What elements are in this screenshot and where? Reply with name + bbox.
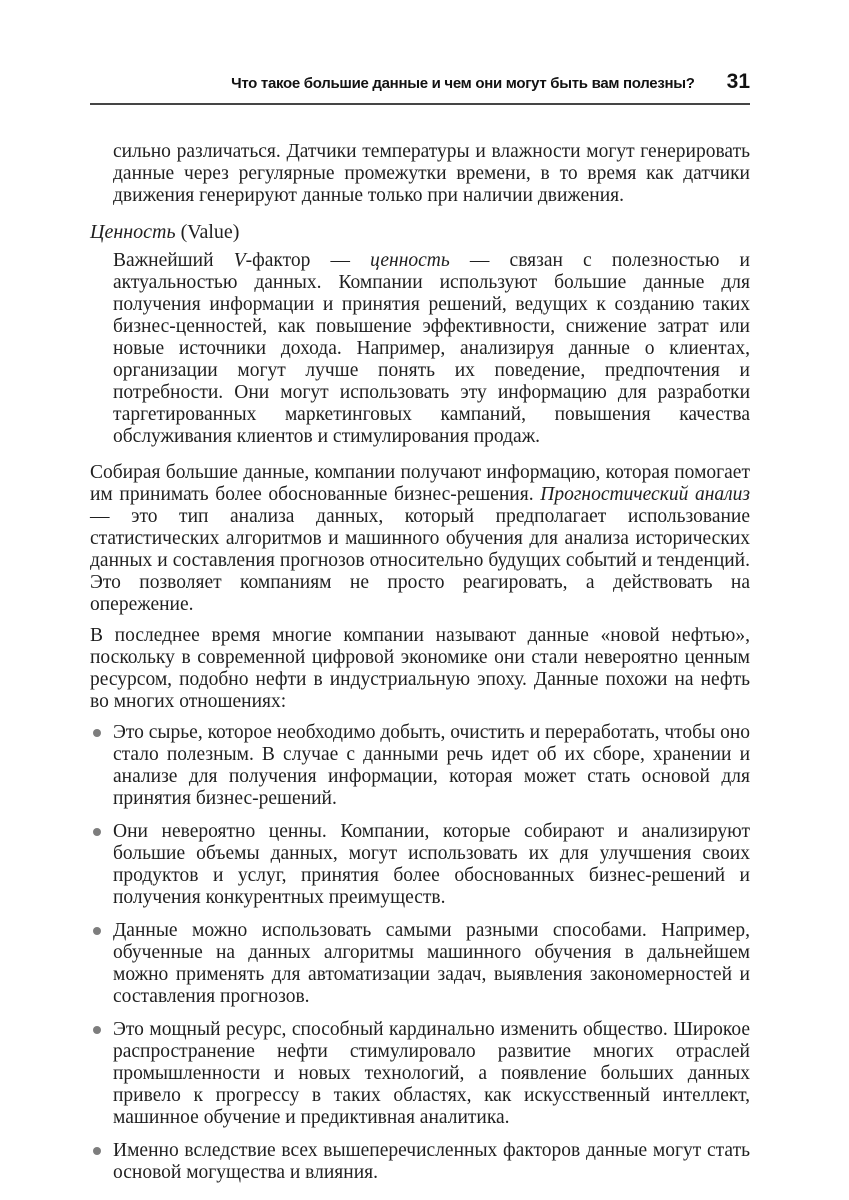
bullet-icon	[93, 1026, 101, 1034]
page-body	[90, 141, 750, 1184]
text-run: (Value)	[175, 221, 240, 243]
running-head-title: Что такое большие данные и чем они могут быть вам полезны?	[231, 75, 695, 92]
paragraph-new-oil	[90, 625, 750, 713]
list-item-text	[113, 1140, 750, 1183]
list-item	[90, 920, 750, 1008]
list-item	[90, 821, 750, 909]
paragraph-sensors	[90, 141, 750, 207]
list-item	[90, 1019, 750, 1129]
text-run: сильно различаться. Датчики температуры и влажности могут генерировать данные через регулярные промежутки времени, в то время как датчики движения генерируют данные только при наличии движения.	[113, 141, 750, 206]
paragraph-predictive-analysis	[90, 462, 750, 616]
text-run: — связан с полезностью и актуальностью данных. Компании используют большие данные для получения информации и принятия решений, ведущих к созданию таких бизнес-ценностей, как повышение эффективности, снижение затрат или новые источники дохода. Например, анализируя данные о клиентах, организации могут лучше понять их поведение, предпочтения и потребности. Они могут использовать эту информацию для разработки таргетированных маркетинговых кампаний, повышения качества обслуживания клиентов и стимулирования продаж.	[113, 250, 750, 447]
text-run: Собирая большие данные, компании получают информацию, которая помогает им принимать более обоснованные бизнес-решения.	[90, 462, 750, 505]
text-run: — это тип анализа данных, который предполагает использование статистических алгоритмов и машинного обучения для анализа исторических данных и составления прогнозов относительно будущих событий и тенденций. Это позволяет компаниям не просто реагировать, а действовать на опережение.	[90, 506, 750, 615]
bullet-icon	[93, 828, 101, 836]
italic-text: Ценность	[90, 221, 176, 243]
bullet-icon	[93, 1147, 101, 1155]
text-run: Они невероятно ценны. Компании, которые собирают и анализируют большие объемы данных, могут использовать их для улучшения своих продуктов и услуг, принятия более обоснованных бизнес-решений и получения конкурентных преимуществ.	[113, 821, 750, 908]
text-run: Данные можно использовать самыми разными способами. Например, обученные на данных алгоритмы машинного обучения в дальнейшем можно применять для автоматизации задач, выявления закономерностей и составления прогнозов.	[113, 920, 750, 1007]
text-run: -фактор —	[245, 250, 371, 271]
bullet-icon	[93, 729, 101, 737]
list-item-text	[113, 722, 750, 809]
text-run: Это сырье, которое необходимо добыть, очистить и переработать, чтобы оно стало полезным. В случае с данными речь идет об их сборе, хранении и анализе для получения информации, которая может стать основой для принятия бизнес-решений.	[113, 722, 750, 809]
text-run: Это мощный ресурс, способный кардинально изменить общество. Широкое распространение нефти стимулировало развитие многих отраслей промышленности и новых технологий, а появление больших данных привело к прогрессу в таких областях, как искусственный интеллект, машинное обучение и предиктивная аналитика.	[113, 1019, 750, 1128]
list-item-text	[113, 1019, 750, 1128]
italic-text: ценность	[370, 250, 450, 271]
page-number: 31	[726, 70, 750, 93]
section-heading-value	[90, 220, 750, 244]
page-header	[90, 70, 750, 94]
text-run: В последнее время многие компании называют данные «новой нефтью», поскольку в современной цифровой экономике они стали невероятно ценным ресурсом, подобно нефти в индустриальную эпоху. Данные похожи на нефть во многих отношениях:	[90, 625, 750, 712]
list-item	[90, 1140, 750, 1184]
oil-comparison-list	[90, 722, 750, 1184]
text-run: Именно вследствие всех вышеперечисленных факторов данные могут стать основой могущества и влияния.	[113, 1140, 750, 1183]
list-item-text	[113, 920, 750, 1007]
italic-text: V	[233, 250, 246, 271]
list-item	[90, 722, 750, 810]
list-item-text	[113, 821, 750, 908]
header-rule	[90, 103, 750, 105]
paragraph-value	[90, 250, 750, 448]
italic-text: Прогностический анализ	[540, 484, 750, 505]
text-run: Важнейший	[113, 250, 234, 271]
bullet-icon	[93, 927, 101, 935]
